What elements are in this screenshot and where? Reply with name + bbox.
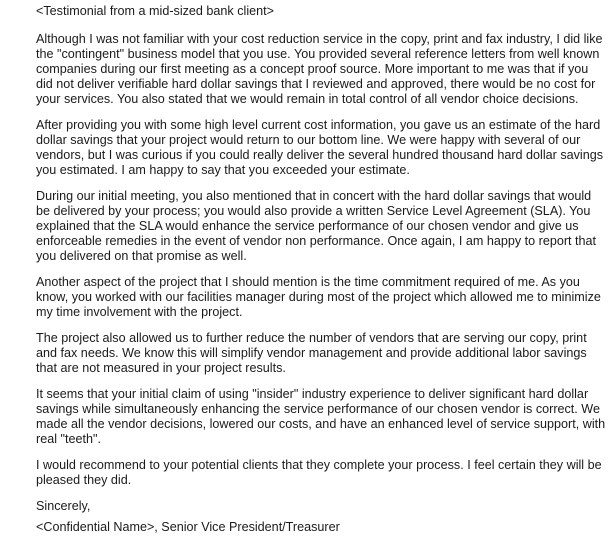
paragraph-savings-estimate: After providing you with some high level current cost information, you gave us an estimate of the hard dollar savings that your project would return to our bottom line. We were happy with several of our vendors, but I was curious if you could really deliver the several hundred thousand hard dollar savings you estimated. I am happy to say that you exceeded your estimate. [36, 118, 604, 177]
paragraph-vendor-reduction: The project also allowed us to further reduce the number of vendors that are serving our copy, print and fax needs. We know this will simplify vendor management and provide additional labor savings that are not measured in your project results. [36, 331, 587, 375]
closing: Sincerely, [36, 499, 91, 513]
paragraph-contingent-model: Although I was not familiar with your cost reduction service in the copy, print and fax industry, I did like the "contingent" business model that you use. You provided several reference letters from well known companies during our first meeting as a concept proof source. More important to me was that if you did not deliver verifiable hard dollar savings that I reviewed and approved, there would be no cost for your services. You also stated that we would remain in total control of all vendor choice decisions. [36, 32, 603, 106]
paragraph-insider-experience: It seems that your initial claim of using "insider" industry experience to deliver significant hard dollar savings while simultaneously enhancing the service performance of our chosen vendor is correct. We made all the vendor decisions, lowered our costs, and have an enhanced level of service support, with real "teeth". [36, 387, 606, 446]
paragraph-recommendation: I would recommend to your potential clients that they complete your process. I feel certain they will be pleased they did. [36, 458, 602, 487]
paragraph-time-commitment: Another aspect of the project that I should mention is the time commitment required of me. As you know, you worked with our facilities manager during most of the project which allowed me to minimize my time involvement with the project. [36, 275, 601, 319]
document-title: <Testimonial from a mid-sized bank client> [36, 4, 274, 18]
testimonial-document [36, 4, 608, 535]
paragraph-sla: During our initial meeting, you also mentioned that in concert with the hard dollar savings that would be delivered by your process; you would also provide a written Service Level Agreement (SLA). You explained that the SLA would enhance the service performance of our chosen vendor and give us enforceable remedies in the event of vendor non performance. Once again, I am happy to report that you delivered on that promise as well. [36, 189, 597, 263]
signature: <Confidential Name>, Senior Vice President/Treasurer [36, 520, 340, 534]
